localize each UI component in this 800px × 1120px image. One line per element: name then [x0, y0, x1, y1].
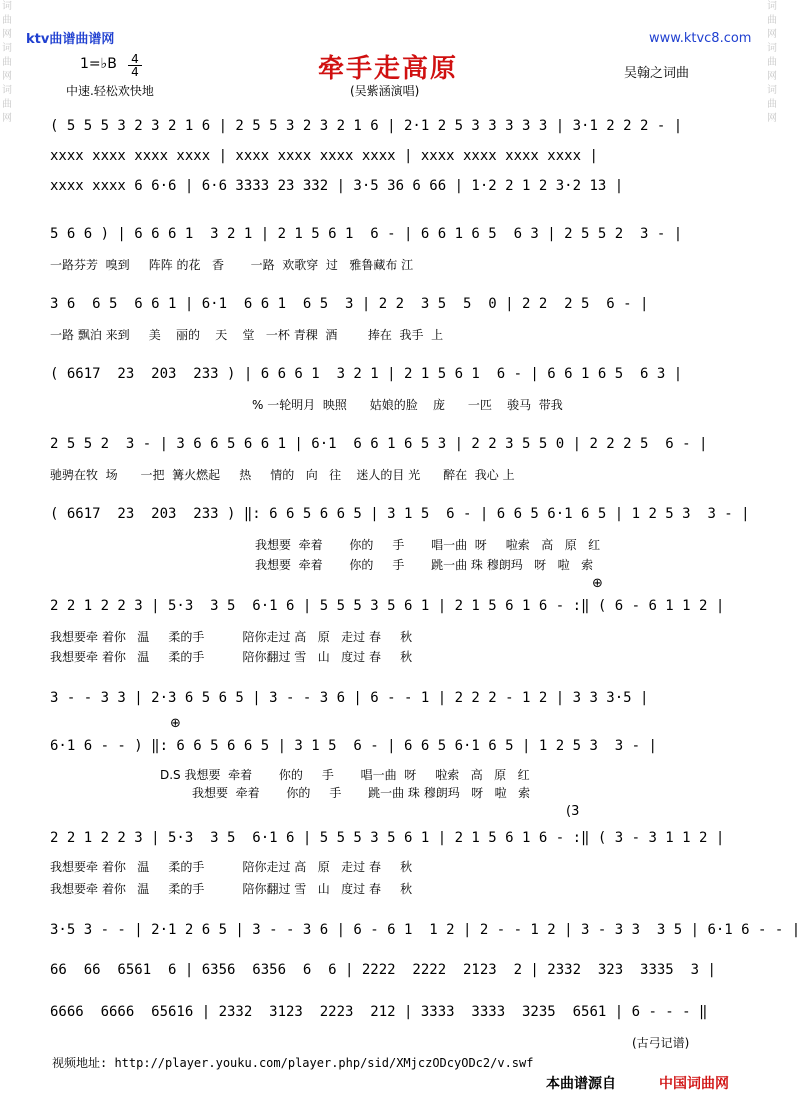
- source-site-name: 中国词曲网: [659, 1076, 729, 1092]
- score-line: 3 6 6 5 6 6 1 | 6·1 6 6 1 6 5 3 | 2 2 3 5 5 0 | 2 2 2 5 6 - |: [50, 296, 649, 312]
- composer-credit: 吴翰之词曲: [624, 66, 690, 81]
- site-url: www.ktvc8.com: [649, 31, 752, 46]
- lyric-line: 一路 飘泊 来到 美 丽的 天 堂 一杯 青稞 酒 捧在 我手 上: [50, 328, 444, 342]
- lyric-line: 我想要牵 着你 温 柔的手 陪你翻过 雪 山 度过 春 秋: [50, 650, 413, 664]
- lyric-line: 我想要牵 着你 温 柔的手 陪你走过 高 原 走过 春 秋: [50, 860, 413, 874]
- bracket-mark: (3: [566, 804, 580, 819]
- lyric-line: 我想要 牵着 你的 手 跳一曲 珠 穆朗玛 呀 啦 索: [192, 786, 531, 800]
- score-line: 5 6 6 ) | 6 6 6 1 3 2 1 | 2 1 5 6 1 6 - | 6 6 1 6 5 6 3 | 2 5 5 2 3 - |: [50, 226, 683, 242]
- score-line: 2 2 1 2 2 3 | 5·3 3 5 6·1 6 | 5 5 5 3 5 6 1 | 2 1 5 6 1 6 - :‖ ( 3 - 3 1 1 2 |: [50, 830, 725, 846]
- site-logo-text: ktv曲谱曲谱网: [26, 32, 115, 47]
- video-link[interactable]: 视频地址: http://player.youku.com/player.php/sid/XMjczODcyODc2/v.swf: [52, 1056, 534, 1070]
- score-line: 66 66 6561 6 | 6356 6356 6 6 | 2222 2222 2123 2 | 2332 323 3335 3 |: [50, 962, 716, 978]
- left-watermark-strip: 词曲网 词曲网 词曲网: [2, 1, 12, 124]
- lyric-line: 我想要 牵着 你的 手 唱一曲 呀 啦索 高 原 红: [255, 538, 601, 552]
- score-line: ( 5 5 5 3 2 3 2 1 6 | 2 5 5 3 2 3 2 1 6 | 2·1 2 5 3 3 3 3 3 | 3·1 2 2 2 - |: [50, 118, 683, 134]
- score-line: xxxx xxxx 6 6·6 | 6·6 3333 23 332 | 3·5 36 6 66 | 1·2 2 1 2 3·2 13 |: [50, 178, 624, 194]
- lyric-line: 我想要牵 着你 温 柔的手 陪你走过 高 原 走过 春 秋: [50, 630, 413, 644]
- lyric-line: 驰骋在牧 场 一把 篝火燃起 热 情的 向 往 迷人的目 光 醉在 我心 上: [50, 468, 515, 482]
- notation-credit: (古弓记谱): [632, 1036, 690, 1050]
- song-title: 牵手走高原: [318, 54, 459, 84]
- lyric-line: % 一轮明月 映照 姑娘的脸 庞 一匹 骏马 带我: [252, 398, 563, 412]
- score-line: 3·5 3 - - | 2·1 2 6 5 | 3 - - 3 6 | 6 - 6 1 1 2 | 2 - - 1 2 | 3 - 3 3 3 5 | 6·1 6 - - |: [50, 922, 800, 938]
- lyric-line: 我想要牵 着你 温 柔的手 陪你翻过 雪 山 度过 春 秋: [50, 882, 413, 896]
- source-label: 本曲谱源自: [546, 1076, 616, 1092]
- score-line: ( 6617 23 203 233 ) ‖: 6 6 5 6 6 5 | 3 1 5 6 - | 6 6 5 6·1 6 5 | 1 2 5 3 3 - |: [50, 506, 750, 522]
- score-line: 2 2 1 2 2 3 | 5·3 3 5 6·1 6 | 5 5 5 3 5 6 1 | 2 1 5 6 1 6 - :‖ ( 6 - 6 1 1 2 |: [50, 598, 725, 614]
- time-signature: 4 4: [128, 53, 142, 78]
- score-line: 3 - - 3 3 | 2·3 6 5 6 5 | 3 - - 3 6 | 6 - - 1 | 2 2 2 - 1 2 | 3 3 3·5 |: [50, 690, 649, 706]
- coda-sign: ⊕: [170, 716, 181, 731]
- lyric-line: D.S 我想要 牵着 你的 手 唱一曲 呀 啦索 高 原 红: [160, 768, 530, 782]
- score-line: 6·1 6 - - ) ‖: 6 6 5 6 6 5 | 3 1 5 6 - | 6 6 5 6·1 6 5 | 1 2 5 3 3 - |: [50, 738, 657, 754]
- coda-sign: ⊕: [592, 576, 603, 591]
- score-line: 6666 6666 65616 | 2332 3123 2223 212 | 3333 3333 3235 6561 | 6 - - - ‖: [50, 1004, 708, 1020]
- key-signature: 1=♭B: [80, 56, 117, 72]
- score-line: 2 5 5 2 3 - | 3 6 6 5 6 6 1 | 6·1 6 6 1 6 5 3 | 2 2 3 5 5 0 | 2 2 2 5 6 - |: [50, 436, 708, 452]
- score-line: xxxx xxxx xxxx xxxx | xxxx xxxx xxxx xxxx | xxxx xxxx xxxx xxxx |: [50, 148, 598, 164]
- singer-credit: (吴紫涵演唱): [350, 84, 420, 98]
- tempo-marking: 中速.轻松欢快地: [66, 84, 154, 98]
- right-watermark-strip: 词曲网 词曲网 词曲网: [767, 1, 777, 124]
- score-line: ( 6617 23 203 233 ) | 6 6 6 1 3 2 1 | 2 1 5 6 1 6 - | 6 6 1 6 5 6 3 |: [50, 366, 683, 382]
- lyric-line: 我想要 牵着 你的 手 跳一曲 珠 穆朗玛 呀 啦 索: [255, 558, 594, 572]
- lyric-line: 一路芬芳 嗅到 阵阵 的花 香 一路 欢歌穿 过 雅鲁藏布 江: [50, 258, 414, 272]
